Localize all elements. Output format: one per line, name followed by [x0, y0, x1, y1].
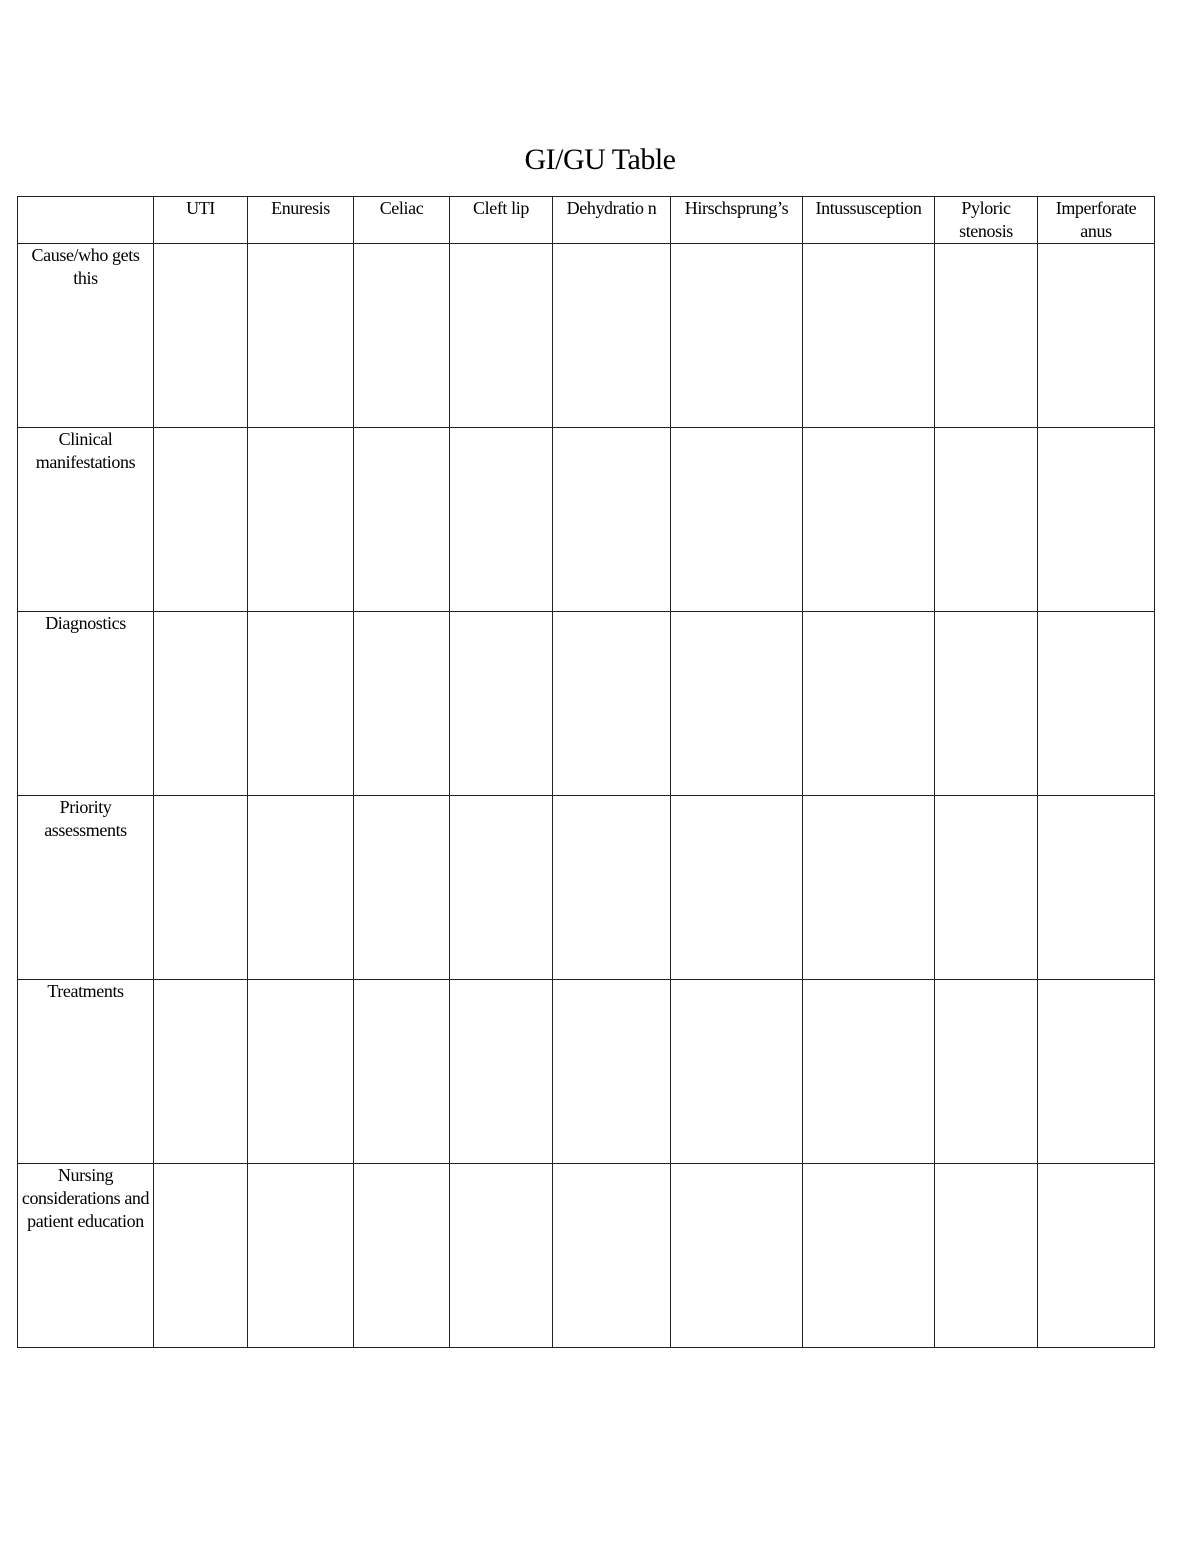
table-cell[interactable]	[354, 244, 450, 428]
table-row-nursing-considerations	[18, 1164, 1155, 1348]
table-cell[interactable]	[154, 244, 248, 428]
row-header-diagnostics: Diagnostics	[18, 612, 154, 796]
table-cell[interactable]	[935, 1164, 1038, 1348]
table-cell[interactable]	[803, 428, 935, 612]
table-cell[interactable]	[553, 980, 671, 1164]
row-header-clinical-manifestations: Clinical manifestations	[18, 428, 154, 612]
table-cell[interactable]	[1038, 612, 1155, 796]
table-cell[interactable]	[553, 796, 671, 980]
table-row-treatments	[18, 980, 1155, 1164]
table-cell[interactable]	[553, 1164, 671, 1348]
table-cell[interactable]	[354, 428, 450, 612]
table-cell[interactable]	[803, 980, 935, 1164]
table-cell[interactable]	[154, 980, 248, 1164]
table-cell[interactable]	[248, 244, 354, 428]
table-header-row	[18, 197, 1155, 244]
table-cell[interactable]	[671, 1164, 803, 1348]
table-cell[interactable]	[671, 796, 803, 980]
column-header-cleft-lip: Cleft lip	[450, 197, 553, 244]
table-cell[interactable]	[354, 796, 450, 980]
table-cell[interactable]	[450, 428, 553, 612]
column-header-imperforate-anus: Imperforate anus	[1038, 197, 1155, 244]
table-cell[interactable]	[553, 428, 671, 612]
row-header-cause: Cause/who gets this	[18, 244, 154, 428]
row-header-treatments: Treatments	[18, 980, 154, 1164]
table-row-diagnostics	[18, 612, 1155, 796]
table-cell[interactable]	[450, 612, 553, 796]
page-title: GI/GU Table	[524, 143, 676, 176]
column-header-uti: UTI	[154, 197, 248, 244]
table-cell[interactable]	[354, 980, 450, 1164]
row-header-priority-assessments: Priority assessments	[18, 796, 154, 980]
table-cell[interactable]	[248, 1164, 354, 1348]
table-cell[interactable]	[354, 612, 450, 796]
table-cell[interactable]	[154, 428, 248, 612]
table-row-priority-assessments	[18, 796, 1155, 980]
table-cell[interactable]	[1038, 1164, 1155, 1348]
table-row-cause	[18, 244, 1155, 428]
table-row-clinical-manifestations	[18, 428, 1155, 612]
table-cell[interactable]	[553, 244, 671, 428]
table-cell[interactable]	[803, 1164, 935, 1348]
table-cell[interactable]	[1038, 796, 1155, 980]
table-cell[interactable]	[935, 428, 1038, 612]
table-cell[interactable]	[450, 244, 553, 428]
table-cell[interactable]	[671, 980, 803, 1164]
table-cell[interactable]	[1038, 428, 1155, 612]
row-header-nursing-considerations: Nursing considerations and patient education	[18, 1164, 154, 1348]
table-cell[interactable]	[1038, 244, 1155, 428]
table-cell[interactable]	[935, 244, 1038, 428]
table-cell[interactable]	[803, 612, 935, 796]
header-corner-cell	[18, 197, 154, 244]
table-cell[interactable]	[935, 612, 1038, 796]
table-cell[interactable]	[248, 612, 354, 796]
table-cell[interactable]	[354, 1164, 450, 1348]
column-header-intussusception: Intussusception	[803, 197, 935, 244]
table-cell[interactable]	[450, 980, 553, 1164]
column-header-celiac: Celiac	[354, 197, 450, 244]
table-cell[interactable]	[1038, 980, 1155, 1164]
table-cell[interactable]	[935, 796, 1038, 980]
table-cell[interactable]	[671, 612, 803, 796]
table-cell[interactable]	[803, 796, 935, 980]
table-cell[interactable]	[553, 612, 671, 796]
table-cell[interactable]	[803, 244, 935, 428]
table-cell[interactable]	[450, 796, 553, 980]
column-header-enuresis: Enuresis	[248, 197, 354, 244]
table-cell[interactable]	[671, 244, 803, 428]
table-cell[interactable]	[935, 980, 1038, 1164]
column-header-pyloric-stenosis: Pyloric stenosis	[935, 197, 1038, 244]
column-header-hirschsprungs: Hirschsprung’s	[671, 197, 803, 244]
table-cell[interactable]	[154, 796, 248, 980]
column-header-dehydration: Dehydratio n	[553, 197, 671, 244]
table-cell[interactable]	[248, 980, 354, 1164]
table-cell[interactable]	[450, 1164, 553, 1348]
table-cell[interactable]	[248, 796, 354, 980]
table-cell[interactable]	[671, 428, 803, 612]
gi-gu-table	[17, 196, 1155, 1348]
table-cell[interactable]	[248, 428, 354, 612]
table-cell[interactable]	[154, 1164, 248, 1348]
table-cell[interactable]	[154, 612, 248, 796]
